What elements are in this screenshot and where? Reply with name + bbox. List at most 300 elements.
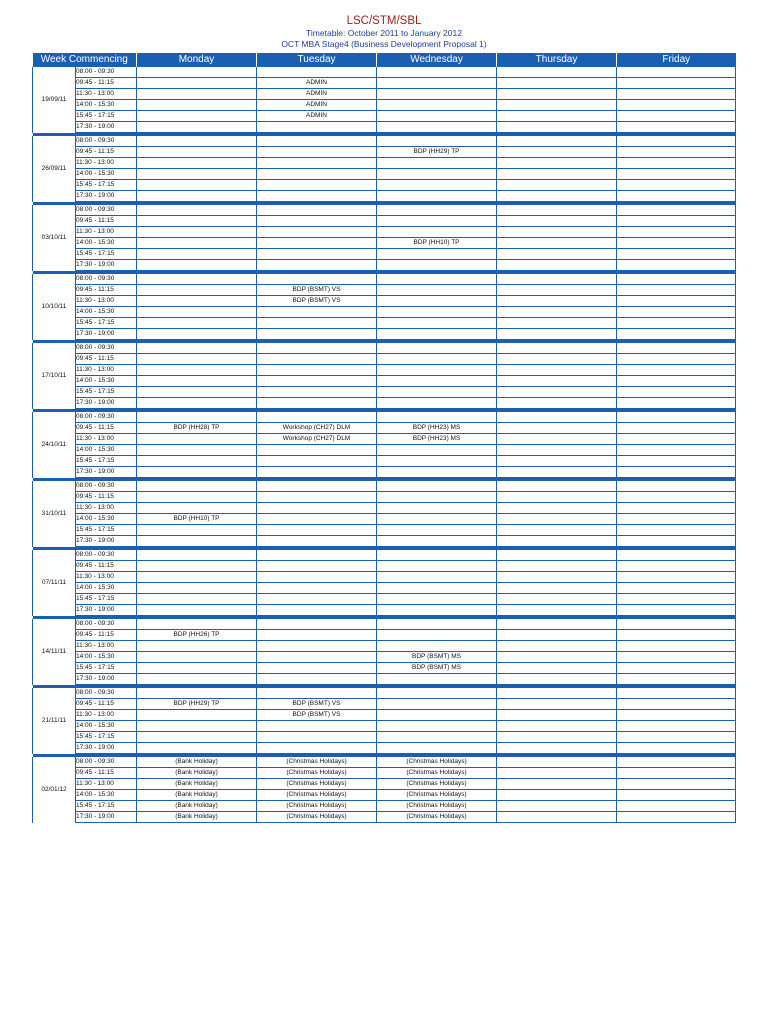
session-cell-tuesday: ADMIN (257, 78, 377, 89)
time-slot: 15:45 - 17:15 (76, 249, 137, 260)
session-cell-monday (137, 260, 257, 271)
time-slot: 08:00 - 09:30 (76, 67, 137, 78)
table-row (33, 732, 736, 743)
session-cell-monday: (Bank Holiday) (137, 779, 257, 790)
session-cell-monday: BDP (HH26) TP (137, 630, 257, 641)
session-cell-wednesday (377, 318, 497, 329)
table-row (33, 743, 736, 754)
table-row (33, 169, 736, 180)
session-cell-wednesday (377, 503, 497, 514)
session-cell-tuesday (257, 227, 377, 238)
session-cell-thursday (497, 180, 617, 191)
session-cell-wednesday (377, 514, 497, 525)
session-cell-wednesday (377, 329, 497, 340)
table-row (33, 594, 736, 605)
session-cell-wednesday (377, 619, 497, 630)
session-cell-tuesday: (Christmas Holidays) (257, 790, 377, 801)
session-cell-friday (617, 354, 736, 365)
table-row (33, 536, 736, 547)
table-row (33, 641, 736, 652)
table-row (33, 525, 736, 536)
session-cell-friday (617, 398, 736, 409)
table-row (33, 318, 736, 329)
time-slot: 09:45 - 11:15 (76, 78, 137, 89)
time-slot: 14:00 - 15:30 (76, 652, 137, 663)
session-cell-wednesday (377, 89, 497, 100)
session-cell-tuesday (257, 307, 377, 318)
session-cell-thursday (497, 205, 617, 216)
session-cell-friday (617, 100, 736, 111)
session-cell-wednesday: BDP (HH23) MS (377, 423, 497, 434)
session-cell-wednesday (377, 387, 497, 398)
course-name: OCT MBA Stage4 (Business Development Proposal 1) (281, 38, 487, 49)
session-cell-friday (617, 525, 736, 536)
table-row (33, 779, 736, 790)
time-slot: 17:30 - 19:00 (76, 674, 137, 685)
session-cell-friday (617, 158, 736, 169)
session-cell-monday: (Bank Holiday) (137, 801, 257, 812)
session-cell-friday (617, 688, 736, 699)
session-cell-tuesday (257, 122, 377, 133)
session-cell-tuesday (257, 492, 377, 503)
time-slot: 11:30 - 13:00 (76, 779, 137, 790)
table-row (33, 710, 736, 721)
session-cell-tuesday: BDP (BSMT) VS (257, 699, 377, 710)
session-cell-tuesday (257, 158, 377, 169)
time-slot: 15:45 - 17:15 (76, 594, 137, 605)
session-cell-friday (617, 205, 736, 216)
session-cell-tuesday (257, 503, 377, 514)
session-cell-thursday (497, 318, 617, 329)
session-cell-thursday (497, 550, 617, 561)
time-slot: 14:00 - 15:30 (76, 583, 137, 594)
session-cell-monday (137, 296, 257, 307)
session-cell-monday (137, 481, 257, 492)
session-cell-monday (137, 147, 257, 158)
session-cell-friday (617, 136, 736, 147)
session-cell-thursday (497, 525, 617, 536)
session-cell-tuesday (257, 147, 377, 158)
session-cell-wednesday (377, 260, 497, 271)
session-cell-friday (617, 779, 736, 790)
session-cell-tuesday (257, 180, 377, 191)
col-header-tuesday: Tuesday (257, 53, 377, 67)
session-cell-tuesday (257, 663, 377, 674)
session-cell-monday (137, 641, 257, 652)
session-cell-thursday (497, 238, 617, 249)
session-cell-friday (617, 412, 736, 423)
table-row (33, 180, 736, 191)
session-cell-monday (137, 434, 257, 445)
session-cell-friday (617, 78, 736, 89)
session-cell-monday (137, 249, 257, 260)
session-cell-tuesday (257, 343, 377, 354)
session-cell-monday (137, 503, 257, 514)
session-cell-monday: BDP (HH28) TP (137, 423, 257, 434)
session-cell-monday (137, 536, 257, 547)
session-cell-wednesday (377, 136, 497, 147)
session-cell-monday (137, 89, 257, 100)
table-row (33, 674, 736, 685)
session-cell-wednesday: (Christmas Holidays) (377, 790, 497, 801)
session-cell-thursday (497, 503, 617, 514)
time-slot: 08:00 - 09:30 (76, 481, 137, 492)
session-cell-thursday (497, 216, 617, 227)
time-slot: 11:30 - 13:00 (76, 641, 137, 652)
session-cell-tuesday: BDP (BSMT) VS (257, 710, 377, 721)
session-cell-tuesday (257, 445, 377, 456)
session-cell-tuesday (257, 481, 377, 492)
session-cell-friday (617, 467, 736, 478)
session-cell-wednesday: BDP (BSMT) MS (377, 663, 497, 674)
session-cell-tuesday (257, 572, 377, 583)
time-slot: 09:45 - 11:15 (76, 768, 137, 779)
time-slot: 17:30 - 19:00 (76, 329, 137, 340)
table-row (33, 503, 736, 514)
session-cell-wednesday (377, 688, 497, 699)
session-cell-monday (137, 445, 257, 456)
session-cell-wednesday (377, 572, 497, 583)
session-cell-wednesday (377, 249, 497, 260)
table-row (33, 376, 736, 387)
session-cell-tuesday (257, 674, 377, 685)
session-cell-tuesday (257, 398, 377, 409)
session-cell-wednesday (377, 205, 497, 216)
session-cell-friday (617, 743, 736, 754)
session-cell-thursday (497, 100, 617, 111)
session-cell-thursday (497, 329, 617, 340)
table-row (33, 78, 736, 89)
session-cell-monday (137, 467, 257, 478)
session-cell-wednesday (377, 467, 497, 478)
session-cell-monday (137, 710, 257, 721)
table-row (33, 274, 736, 285)
session-cell-tuesday (257, 561, 377, 572)
table-row (33, 619, 736, 630)
session-cell-monday (137, 78, 257, 89)
session-cell-monday: (Bank Holiday) (137, 768, 257, 779)
session-cell-friday (617, 445, 736, 456)
session-cell-friday (617, 812, 736, 823)
session-cell-tuesday (257, 688, 377, 699)
session-cell-wednesday: (Christmas Holidays) (377, 812, 497, 823)
session-cell-monday (137, 743, 257, 754)
session-cell-wednesday: (Christmas Holidays) (377, 801, 497, 812)
table-row (33, 158, 736, 169)
session-cell-thursday (497, 434, 617, 445)
time-slot: 08:00 - 09:30 (76, 757, 137, 768)
table-row (33, 307, 736, 318)
session-cell-tuesday (257, 743, 377, 754)
session-cell-friday (617, 605, 736, 616)
session-cell-thursday (497, 619, 617, 630)
time-slot: 09:45 - 11:15 (76, 216, 137, 227)
session-cell-monday (137, 550, 257, 561)
session-cell-friday (617, 710, 736, 721)
table-row (33, 205, 736, 216)
session-cell-tuesday (257, 605, 377, 616)
session-cell-thursday (497, 467, 617, 478)
session-cell-tuesday (257, 67, 377, 78)
session-cell-tuesday: BDP (BSMT) VS (257, 285, 377, 296)
timetable-body (33, 67, 736, 823)
table-row (33, 147, 736, 158)
session-cell-wednesday (377, 227, 497, 238)
session-cell-monday (137, 136, 257, 147)
table-row (33, 285, 736, 296)
session-cell-tuesday (257, 260, 377, 271)
time-slot: 17:30 - 19:00 (76, 743, 137, 754)
session-cell-tuesday (257, 641, 377, 652)
session-cell-monday (137, 674, 257, 685)
time-slot: 11:30 - 13:00 (76, 710, 137, 721)
session-cell-monday (137, 180, 257, 191)
session-cell-thursday (497, 122, 617, 133)
session-cell-tuesday (257, 249, 377, 260)
session-cell-monday (137, 216, 257, 227)
session-cell-wednesday (377, 445, 497, 456)
session-cell-thursday (497, 423, 617, 434)
session-cell-thursday (497, 688, 617, 699)
time-slot: 15:45 - 17:15 (76, 387, 137, 398)
session-cell-monday (137, 721, 257, 732)
session-cell-monday (137, 688, 257, 699)
session-cell-wednesday (377, 296, 497, 307)
session-cell-thursday (497, 768, 617, 779)
session-cell-thursday (497, 710, 617, 721)
session-cell-friday (617, 768, 736, 779)
time-slot: 09:45 - 11:15 (76, 285, 137, 296)
session-cell-wednesday (377, 307, 497, 318)
session-cell-monday (137, 652, 257, 663)
session-cell-thursday (497, 296, 617, 307)
session-cell-wednesday (377, 158, 497, 169)
session-cell-monday (137, 318, 257, 329)
session-cell-tuesday: ADMIN (257, 89, 377, 100)
table-row (33, 343, 736, 354)
time-slot: 15:45 - 17:15 (76, 525, 137, 536)
session-cell-friday (617, 191, 736, 202)
table-row (33, 89, 736, 100)
session-cell-friday (617, 757, 736, 768)
table-row (33, 801, 736, 812)
session-cell-friday (617, 434, 736, 445)
session-cell-tuesday (257, 136, 377, 147)
session-cell-monday (137, 663, 257, 674)
week-commencing-date: 31/10/11 (33, 481, 76, 547)
session-cell-thursday (497, 169, 617, 180)
session-cell-friday (617, 456, 736, 467)
week-commencing-date: 26/09/11 (33, 136, 76, 202)
session-cell-tuesday (257, 467, 377, 478)
session-cell-friday (617, 630, 736, 641)
session-cell-wednesday: (Christmas Holidays) (377, 779, 497, 790)
table-row (33, 398, 736, 409)
table-row (33, 136, 736, 147)
table-row (33, 365, 736, 376)
session-cell-monday (137, 343, 257, 354)
timetable-period: Timetable: October 2011 to January 2012 (306, 28, 462, 38)
session-cell-friday (617, 296, 736, 307)
session-cell-friday (617, 674, 736, 685)
session-cell-tuesday (257, 732, 377, 743)
table-row (33, 296, 736, 307)
session-cell-monday (137, 525, 257, 536)
table-row (33, 583, 736, 594)
session-cell-thursday (497, 445, 617, 456)
session-cell-friday (617, 260, 736, 271)
session-cell-monday (137, 492, 257, 503)
session-cell-wednesday (377, 699, 497, 710)
session-cell-friday (617, 227, 736, 238)
session-cell-thursday (497, 260, 617, 271)
table-row (33, 354, 736, 365)
time-slot: 11:30 - 13:00 (76, 365, 137, 376)
table-row (33, 768, 736, 779)
session-cell-tuesday (257, 630, 377, 641)
session-cell-thursday (497, 249, 617, 260)
session-cell-thursday (497, 285, 617, 296)
session-cell-wednesday (377, 594, 497, 605)
session-cell-wednesday (377, 365, 497, 376)
session-cell-thursday (497, 790, 617, 801)
session-cell-thursday (497, 398, 617, 409)
session-cell-friday (617, 732, 736, 743)
session-cell-wednesday (377, 376, 497, 387)
week-commencing-date: 19/09/11 (33, 67, 76, 133)
time-slot: 15:45 - 17:15 (76, 111, 137, 122)
session-cell-thursday (497, 412, 617, 423)
session-cell-wednesday (377, 216, 497, 227)
time-slot: 09:45 - 11:15 (76, 147, 137, 158)
table-row (33, 216, 736, 227)
session-cell-friday (617, 594, 736, 605)
table-row (33, 561, 736, 572)
session-cell-wednesday (377, 732, 497, 743)
week-commencing-date: 24/10/11 (33, 412, 76, 478)
session-cell-friday (617, 285, 736, 296)
table-row (33, 467, 736, 478)
session-cell-monday (137, 594, 257, 605)
time-slot: 15:45 - 17:15 (76, 318, 137, 329)
session-cell-wednesday (377, 525, 497, 536)
session-cell-thursday (497, 274, 617, 285)
session-cell-friday (617, 376, 736, 387)
session-cell-wednesday (377, 412, 497, 423)
session-cell-monday: BDP (HH29) TP (137, 699, 257, 710)
time-slot: 11:30 - 13:00 (76, 503, 137, 514)
time-slot: 14:00 - 15:30 (76, 100, 137, 111)
time-slot: 17:30 - 19:00 (76, 812, 137, 823)
session-cell-wednesday (377, 605, 497, 616)
session-cell-friday (617, 274, 736, 285)
session-cell-thursday (497, 641, 617, 652)
table-row (33, 514, 736, 525)
session-cell-tuesday: Workshop (CH27) DLM (257, 434, 377, 445)
session-cell-thursday (497, 354, 617, 365)
session-cell-tuesday: BDP (BSMT) VS (257, 296, 377, 307)
session-cell-tuesday (257, 594, 377, 605)
session-cell-friday (617, 147, 736, 158)
time-slot: 08:00 - 09:30 (76, 550, 137, 561)
session-cell-friday (617, 550, 736, 561)
session-cell-monday (137, 274, 257, 285)
session-cell-wednesday (377, 743, 497, 754)
session-cell-tuesday: (Christmas Holidays) (257, 812, 377, 823)
session-cell-wednesday (377, 456, 497, 467)
session-cell-wednesday (377, 710, 497, 721)
session-cell-wednesday (377, 398, 497, 409)
session-cell-friday (617, 67, 736, 78)
time-slot: 14:00 - 15:30 (76, 514, 137, 525)
session-cell-thursday (497, 594, 617, 605)
time-slot: 11:30 - 13:00 (76, 572, 137, 583)
session-cell-friday (617, 216, 736, 227)
time-slot: 15:45 - 17:15 (76, 456, 137, 467)
session-cell-thursday (497, 111, 617, 122)
table-row (33, 456, 736, 467)
session-cell-monday (137, 456, 257, 467)
time-slot: 17:30 - 19:00 (76, 536, 137, 547)
session-cell-wednesday (377, 630, 497, 641)
session-cell-friday (617, 365, 736, 376)
session-cell-friday (617, 343, 736, 354)
session-cell-monday (137, 561, 257, 572)
time-slot: 14:00 - 15:30 (76, 169, 137, 180)
session-cell-monday: (Bank Holiday) (137, 790, 257, 801)
session-cell-thursday (497, 757, 617, 768)
session-cell-thursday (497, 561, 617, 572)
table-row (33, 434, 736, 445)
table-row (33, 249, 736, 260)
session-cell-friday (617, 180, 736, 191)
session-cell-thursday (497, 191, 617, 202)
session-cell-friday (617, 641, 736, 652)
time-slot: 08:00 - 09:30 (76, 136, 137, 147)
time-slot: 14:00 - 15:30 (76, 238, 137, 249)
time-slot: 08:00 - 09:30 (76, 343, 137, 354)
time-slot: 09:45 - 11:15 (76, 423, 137, 434)
session-cell-thursday (497, 699, 617, 710)
session-cell-thursday (497, 732, 617, 743)
table-row (33, 605, 736, 616)
session-cell-monday (137, 398, 257, 409)
session-cell-tuesday (257, 583, 377, 594)
session-cell-thursday (497, 78, 617, 89)
session-cell-thursday (497, 492, 617, 503)
session-cell-monday (137, 605, 257, 616)
session-cell-thursday (497, 158, 617, 169)
table-row (33, 122, 736, 133)
session-cell-monday (137, 732, 257, 743)
session-cell-wednesday: BDP (HH23) MS (377, 434, 497, 445)
page-header (0, 0, 768, 49)
session-cell-wednesday (377, 641, 497, 652)
session-cell-tuesday: (Christmas Holidays) (257, 801, 377, 812)
session-cell-tuesday: (Christmas Holidays) (257, 757, 377, 768)
page-title: LSC/STM/SBL (346, 15, 422, 27)
week-commencing-date: 10/10/11 (33, 274, 76, 340)
session-cell-wednesday (377, 481, 497, 492)
session-cell-friday (617, 169, 736, 180)
session-cell-thursday (497, 630, 617, 641)
session-cell-tuesday (257, 191, 377, 202)
session-cell-thursday (497, 663, 617, 674)
time-slot: 09:45 - 11:15 (76, 630, 137, 641)
session-cell-tuesday (257, 216, 377, 227)
session-cell-friday (617, 790, 736, 801)
session-cell-tuesday (257, 536, 377, 547)
